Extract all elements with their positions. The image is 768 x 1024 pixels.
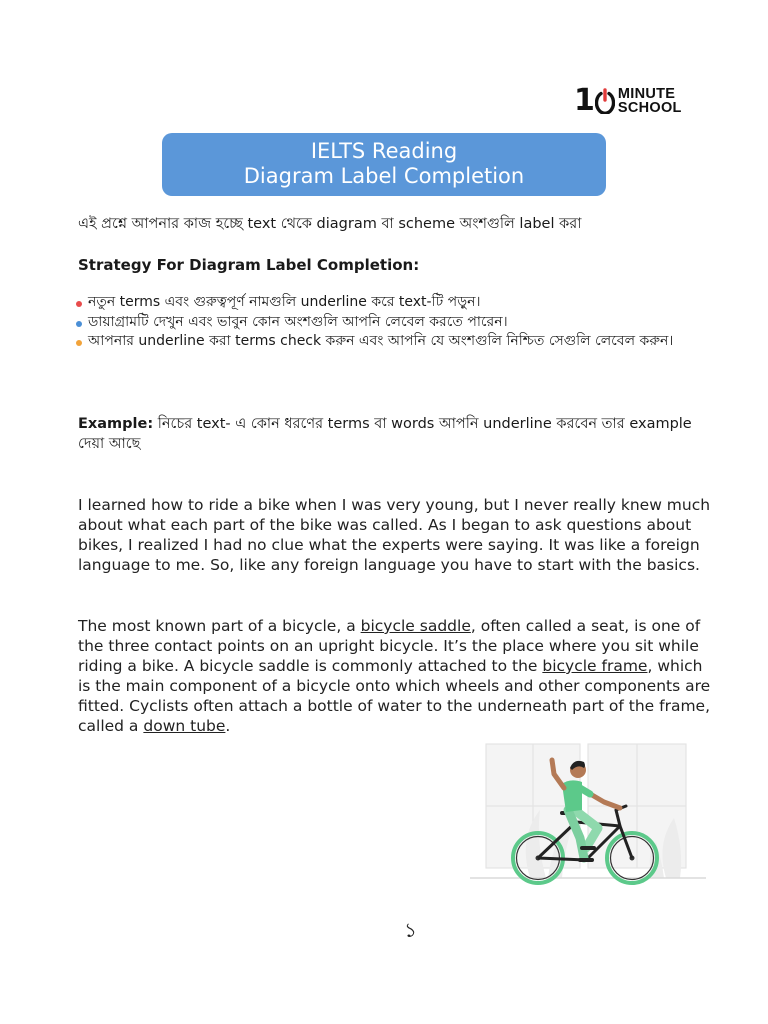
strategy-item-text: নতুন terms এবং গুরুত্বপূর্ণ নামগুলি underline করে text-টি পড়ুন। bbox=[88, 294, 481, 310]
passage-text: , often called a seat, is one of the three contact points on an upright bicycle. It’s the place where you sit while riding a bike. A bicycle saddle is commonly attached to the bbox=[78, 617, 701, 675]
example-label: Example: bbox=[78, 416, 154, 432]
strategy-list bbox=[76, 293, 716, 352]
passage-text: , which is the main component of a bicycle onto which wheels and other components are fitted. Cyclists often attach a bottle of water to the underneath part of the frame, called a bbox=[78, 657, 711, 735]
strategy-item bbox=[76, 313, 716, 333]
logo-word-minute: MINUTE bbox=[617, 86, 676, 102]
strategy-heading: Strategy For Diagram Label Completion: bbox=[78, 256, 420, 274]
example-text: নিচের text- এ কোন ধরণের terms বা words আপনি underline করবেন তার example দেয়া আছে bbox=[78, 416, 692, 452]
strategy-item-text: ডায়াগ্রামটি দেখুন এবং ভাবুন কোন অংশগুলি আপনি লেবেল করতে পারেন। bbox=[88, 313, 508, 330]
logo-digit-one: 1 bbox=[574, 83, 594, 118]
cyclist-illustration bbox=[470, 738, 706, 898]
bullet-dot-icon bbox=[76, 321, 82, 327]
intro-text: এই প্রশ্নে আপনার কাজ হচ্ছে text থেকে diagram বা scheme অংশগুলি label করা bbox=[78, 216, 582, 232]
title-banner bbox=[162, 133, 606, 196]
bullet-dot-icon bbox=[76, 340, 82, 346]
passage-paragraph-1: I learned how to ride a bike when I was very young, but I never really knew much about what each part of the bike was called. As I began to ask questions about bikes, I realized I had no clue what the experts were saying. It was like a foreign language to me. So, like any foreign language you have to start with the basics. bbox=[78, 496, 711, 574]
strategy-item-text: আপনার underline করা terms check করুন এবং আপনি যে অংশগুলি নিশ্চিত সেগুলি লেবেল করুন। bbox=[88, 333, 674, 349]
bullet-dot-icon bbox=[76, 301, 82, 307]
passage-text: The most known part of a bicycle, a bbox=[78, 617, 361, 635]
strategy-item bbox=[76, 332, 716, 352]
underlined-term-bicycle-frame: bicycle frame bbox=[542, 657, 648, 675]
logo-number bbox=[574, 83, 615, 118]
banner-title-line1: IELTS Reading bbox=[310, 139, 458, 163]
banner-title-line2: Diagram Label Completion bbox=[243, 164, 525, 188]
passage-text: . bbox=[225, 717, 231, 735]
example-block bbox=[78, 414, 698, 454]
underlined-term-down-tube: down tube bbox=[143, 717, 226, 735]
page-number: ১ bbox=[404, 918, 417, 942]
underlined-term-bicycle-saddle: bicycle saddle bbox=[360, 617, 471, 635]
ten-minute-school-logo bbox=[574, 83, 682, 118]
logo-power-zero-icon bbox=[595, 88, 615, 114]
logo-word-school: SCHOOL bbox=[617, 100, 682, 116]
logo-wordmark bbox=[618, 87, 682, 115]
strategy-item bbox=[76, 293, 716, 313]
passage-paragraph-2 bbox=[78, 616, 718, 736]
